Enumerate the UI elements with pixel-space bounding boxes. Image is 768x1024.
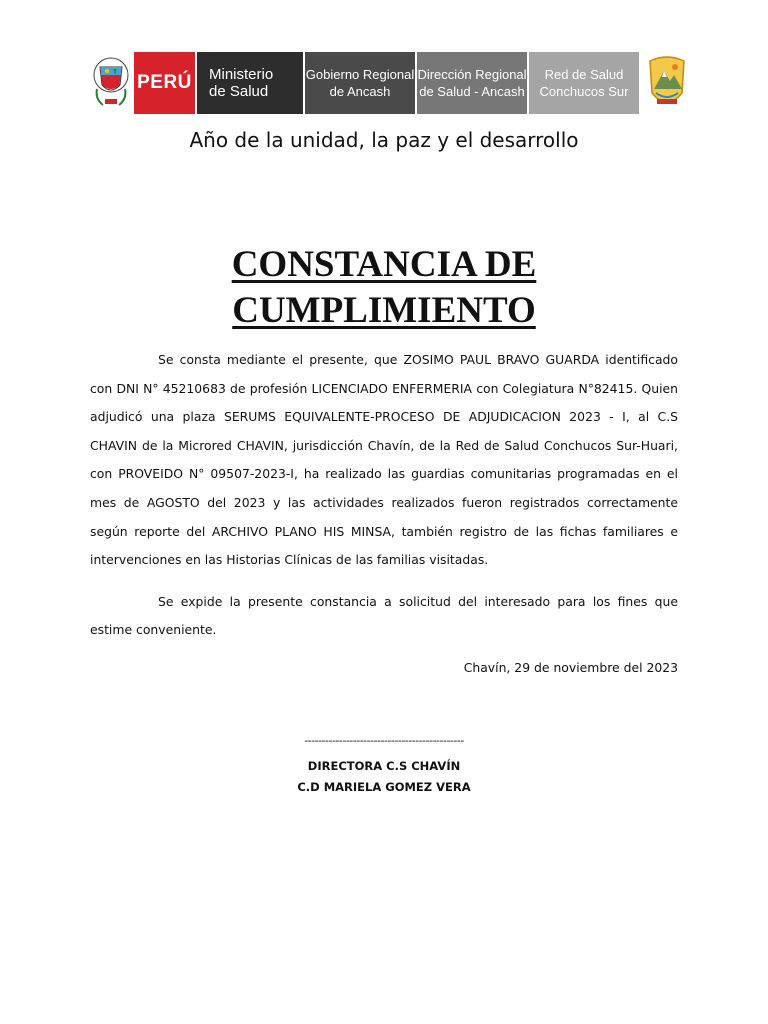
red-salud-label (527, 52, 639, 114)
place-date: Chavín, 29 de noviembre del 2023 (463, 660, 678, 675)
title-line-2: CUMPLIMIENTO (232, 290, 536, 331)
body-paragraph-2: Se expide la presente constancia a solicitud del interesado para los fines que estime conveniente. (90, 593, 678, 638)
signature-block (0, 756, 768, 798)
direccion-label (415, 52, 527, 114)
document-title (0, 242, 768, 334)
body-paragraph-1: Se consta mediante el presente, que ZOSIMO PAUL BRAVO GUARDA identificado con DNI N° 45210683 de profesión LICENCIADO ENFERMERIA con Colegiatura N°82415. Quien adjudicó una plaza SERUMS EQUIVALENTE-PROCESO DE ADJUDICACION 2023 - I, al C.S CHAVIN de la Microred CHAVIN, jurisdicción Chavín, de la Red de Salud Conchucos Sur-Huari, con PROVEIDO N° 09507-2023-I, ha realizado las guardias comunitarias programadas en el mes de AGOSTO del 2023 y las actividades realizados fueron registrados correctamente según reporte del ARCHIVO PLANO HIS MINSA, también registro de las fichas familiares e intervenciones en las Historias Clínicas de las familias visitadas. (90, 352, 678, 568)
title-line-1: CONSTANCIA DE (231, 244, 537, 285)
peru-coat-of-arms-icon (88, 52, 134, 114)
signature-line: ---------------------------------------------- (304, 734, 464, 747)
ministerio-line-2: de Salud (209, 83, 269, 100)
red-salud-logo-icon (639, 52, 695, 114)
ministerio-label (195, 52, 303, 114)
direccion-line-1: Dirección Regional (417, 67, 527, 82)
red-line-1: Red de Salud (544, 67, 624, 82)
ministerio-line-1: Ministerio (209, 66, 274, 83)
signature-role: DIRECTORA C.S CHAVÍN (307, 759, 461, 773)
red-line-2: Conchucos Sur (539, 84, 629, 99)
direccion-line-2: de Salud - Ancash (419, 84, 525, 99)
document-body (90, 346, 678, 645)
gobierno-label (303, 52, 415, 114)
signature-name: C.D MARIELA GOMEZ VERA (297, 780, 471, 794)
institutional-header (88, 52, 695, 114)
gobierno-line-2: de Ancash (329, 84, 391, 99)
peru-label: PERÚ (134, 52, 195, 114)
gobierno-line-1: Gobierno Regional (305, 67, 415, 82)
year-motto: Año de la unidad, la paz y el desarrollo (189, 128, 579, 152)
